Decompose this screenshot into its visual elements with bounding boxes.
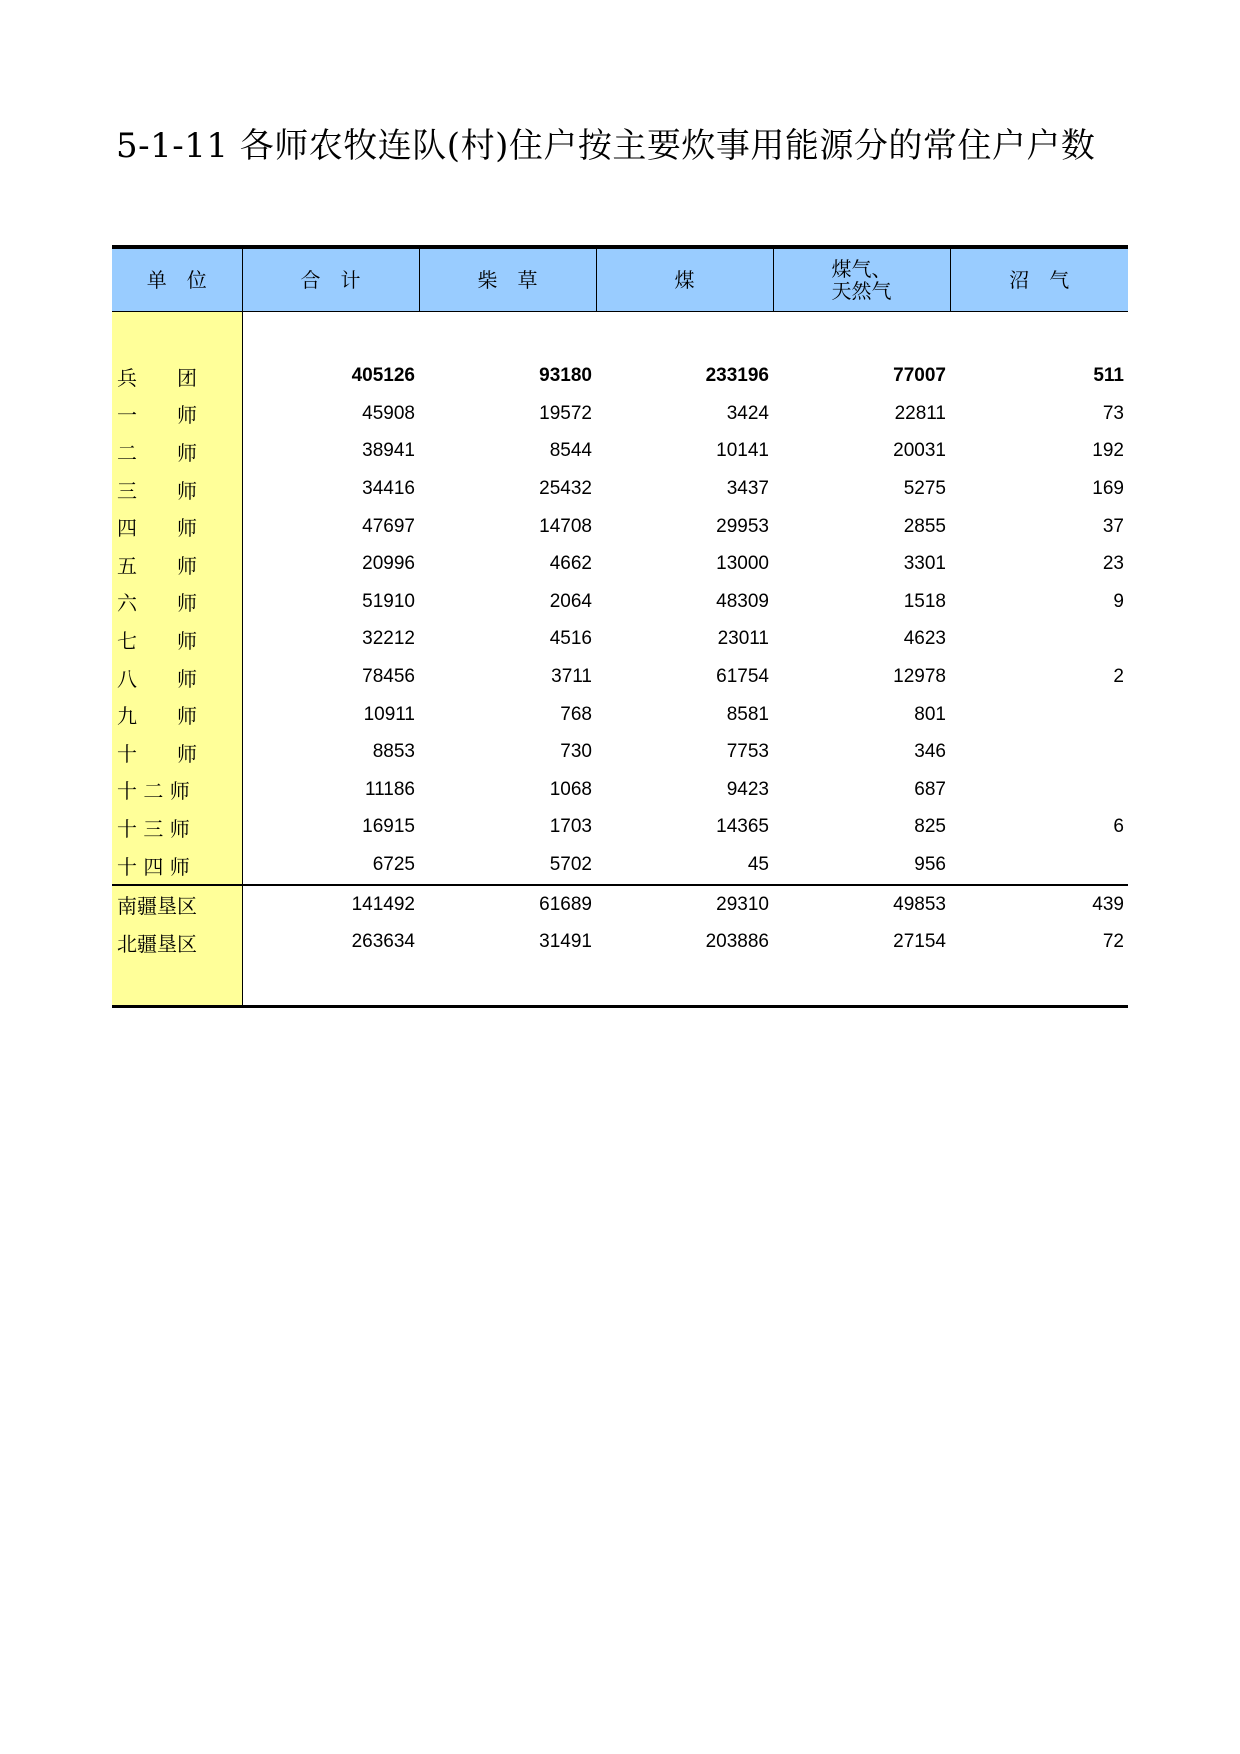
cell-biogas: 6 [1113, 816, 1124, 838]
row-unit-name: 南疆垦区 [112, 885, 242, 924]
cell-gas: 956 [914, 854, 946, 876]
cell-biogas: 439 [950, 885, 1128, 924]
cell-total: 16915 [362, 816, 415, 838]
row-unit-name: 十 四 师 [112, 846, 242, 885]
table-row [112, 809, 1128, 847]
table-body [112, 311, 1128, 1007]
cell-coal: 29310 [596, 885, 773, 924]
table-row [112, 923, 1128, 961]
spacer-row [112, 961, 1128, 1007]
row-unit-name: 五 师 [112, 545, 242, 583]
cell-biogas: 2 [1113, 666, 1124, 688]
header-unit: 单 位 [112, 247, 242, 311]
cell-total: 263634 [351, 931, 415, 953]
cell-firewood: 19572 [539, 402, 592, 424]
cell-firewood: 2064 [549, 590, 592, 612]
cell-total: 405126 [351, 365, 415, 387]
cell-coal: 3424 [726, 402, 769, 424]
cell-firewood: 8544 [549, 440, 592, 462]
row-unit-name: 兵 团 [112, 358, 242, 396]
table-row [112, 470, 1128, 508]
cell-coal: 45 [747, 854, 769, 876]
cell-total: 20996 [362, 553, 415, 575]
cell-biogas: 72 [1102, 931, 1124, 953]
cell-biogas [950, 621, 1128, 659]
cell-gas: 77007 [893, 365, 946, 387]
cell-total: 51910 [362, 590, 415, 612]
cell-biogas: 511 [1093, 365, 1124, 387]
row-unit-name: 十 二 师 [112, 771, 242, 809]
cell-gas: 346 [914, 741, 946, 763]
cell-coal: 48309 [716, 590, 769, 612]
cell-coal: 29953 [716, 515, 769, 537]
cell-biogas: 192 [1092, 440, 1124, 462]
row-unit-name: 北疆垦区 [112, 923, 242, 961]
cell-firewood: 25432 [539, 478, 592, 500]
cell-coal: 23011 [717, 628, 769, 650]
cell-gas: 4623 [903, 628, 946, 650]
row-unit-name: 四 师 [112, 508, 242, 546]
cell-gas: 22811 [894, 402, 946, 424]
cell-coal: 10141 [716, 440, 769, 462]
page-title: 5-1-11 各师农牧连队(村)住户按主要炊事用能源分的常住户户数 [116, 126, 1096, 166]
cell-biogas [950, 771, 1128, 809]
cell-total: 78456 [362, 666, 415, 688]
cell-firewood: 61689 [419, 885, 596, 924]
cell-total: 8853 [372, 741, 415, 763]
cell-total: 47697 [362, 515, 415, 537]
cell-biogas [950, 846, 1128, 885]
cell-firewood: 4662 [549, 553, 592, 575]
table-row [112, 508, 1128, 546]
cell-total: 11186 [364, 778, 415, 800]
cell-coal: 14365 [716, 816, 769, 838]
cell-biogas: 37 [1102, 515, 1124, 537]
spacer-row [112, 311, 1128, 358]
data-table-container [112, 245, 1128, 1008]
cell-firewood: 31491 [539, 931, 592, 953]
table-row [112, 885, 1128, 924]
cell-gas: 49853 [773, 885, 950, 924]
cell-coal: 13000 [716, 553, 769, 575]
table-row [112, 733, 1128, 771]
cell-gas: 27154 [893, 931, 946, 953]
row-unit-name: 十 师 [112, 733, 242, 771]
cell-coal: 8581 [726, 703, 769, 725]
cell-biogas: 9 [1113, 590, 1124, 612]
cell-firewood: 4516 [549, 628, 592, 650]
row-unit-name: 二 师 [112, 433, 242, 471]
row-unit-name: 三 师 [112, 470, 242, 508]
cell-gas: 687 [914, 778, 946, 800]
table-row [112, 658, 1128, 696]
header-gas-line2: 天然气 [831, 278, 892, 303]
cell-biogas: 169 [1092, 478, 1124, 500]
cell-coal: 3437 [726, 478, 769, 500]
cell-biogas [950, 733, 1128, 771]
table-row [112, 433, 1128, 471]
table-row [112, 696, 1128, 734]
table-row [112, 771, 1128, 809]
cell-total: 32212 [362, 628, 415, 650]
row-unit-name: 八 师 [112, 658, 242, 696]
cell-gas: 12978 [893, 666, 946, 688]
row-unit-name: 一 师 [112, 395, 242, 433]
cell-firewood: 1703 [549, 816, 592, 838]
cell-gas: 2855 [903, 515, 946, 537]
table-row [112, 545, 1128, 583]
header-coal: 煤 [596, 247, 773, 311]
table-row [112, 846, 1128, 885]
cell-coal: 9423 [726, 778, 769, 800]
row-unit-name: 十 三 师 [112, 809, 242, 847]
header-biogas: 沼 气 [950, 247, 1128, 311]
cell-coal: 7753 [726, 741, 769, 763]
header-gas [773, 247, 950, 311]
cell-gas: 1518 [903, 590, 946, 612]
header-row [112, 247, 1128, 311]
cell-firewood: 768 [560, 703, 592, 725]
cell-firewood: 93180 [539, 365, 592, 387]
cell-total: 34416 [362, 478, 415, 500]
cell-gas: 801 [914, 703, 946, 725]
header-firewood: 柴 草 [419, 247, 596, 311]
cell-coal: 233196 [705, 365, 769, 387]
cell-total: 10911 [363, 703, 415, 725]
cell-total: 6725 [372, 854, 415, 876]
header-total: 合 计 [242, 247, 419, 311]
row-unit-name: 六 师 [112, 583, 242, 621]
cell-biogas: 73 [1102, 402, 1124, 424]
cell-gas: 5275 [903, 478, 946, 500]
cell-total: 45908 [362, 402, 415, 424]
data-table [112, 245, 1128, 1008]
cell-total: 38941 [362, 440, 415, 462]
cell-biogas: 23 [1102, 553, 1124, 575]
cell-coal: 61754 [716, 666, 769, 688]
cell-gas: 3301 [903, 553, 946, 575]
cell-biogas [950, 696, 1128, 734]
cell-firewood: 1068 [549, 778, 592, 800]
cell-firewood: 5702 [549, 854, 592, 876]
table-row [112, 621, 1128, 659]
cell-gas: 20031 [893, 440, 946, 462]
cell-firewood: 730 [560, 741, 592, 763]
cell-firewood: 14708 [539, 515, 592, 537]
row-unit-name: 九 师 [112, 696, 242, 734]
header-gas-line1: 煤气、 [831, 256, 892, 281]
cell-firewood: 3711 [551, 666, 592, 688]
table-row [112, 395, 1128, 433]
table-row [112, 358, 1128, 396]
table-row [112, 583, 1128, 621]
cell-coal: 203886 [705, 931, 769, 953]
cell-total: 141492 [242, 885, 419, 924]
row-unit-name: 七 师 [112, 621, 242, 659]
cell-gas: 825 [914, 816, 946, 838]
